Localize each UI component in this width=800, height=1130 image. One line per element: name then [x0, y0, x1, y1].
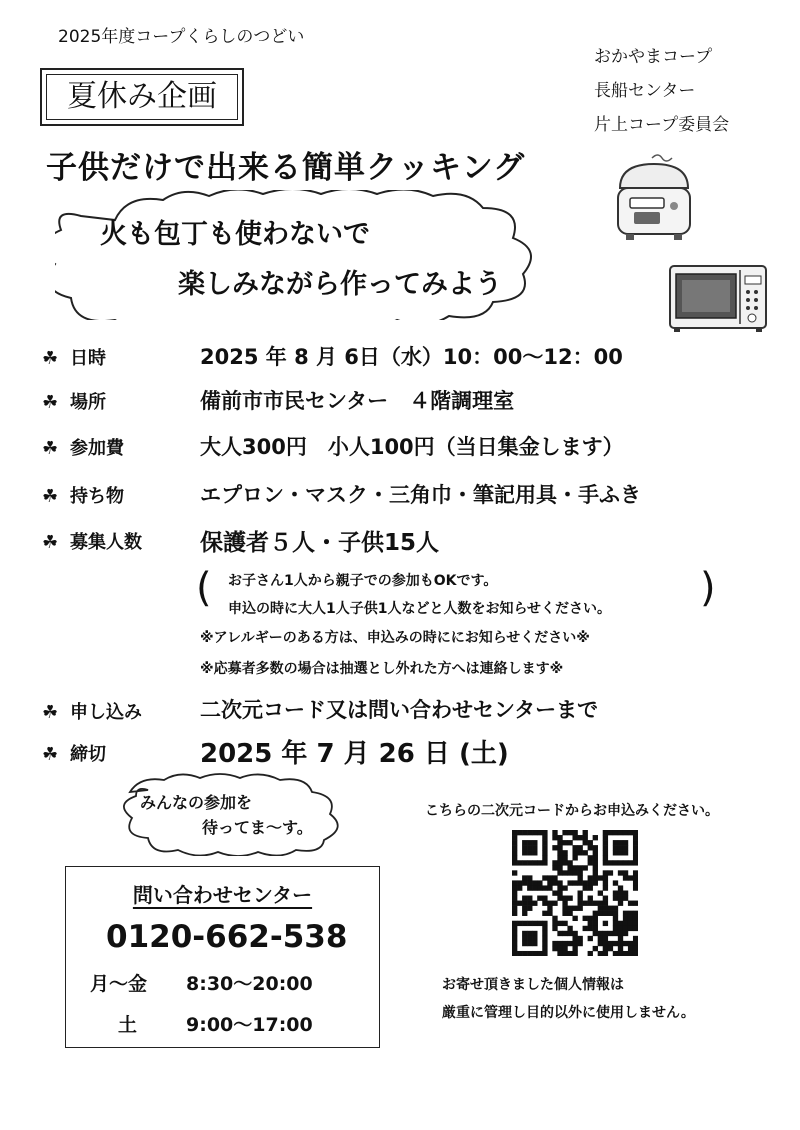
privacy-line-2: 厳重に管理し目的以外に使用しません。 — [442, 1005, 695, 1021]
fiscal-year-heading: 2025年度コープくらしのつどい — [58, 27, 305, 47]
summer-plan-badge — [40, 68, 244, 126]
contact-center-box — [65, 866, 380, 1048]
weekday-label: 月〜金 — [90, 973, 148, 995]
detail-label-items: ☘ 持ち物 — [42, 486, 124, 507]
org-line-2: 長船センター — [594, 81, 696, 101]
contact-title: 問い合わせセンター — [132, 883, 313, 907]
qr-instruction: こちらの二次元コードからお申込みください。 — [425, 803, 719, 819]
weekday-hours: 8:30〜20:00 — [186, 973, 313, 995]
microwave-icon — [668, 264, 768, 334]
apply-label: ☘ 申し込み — [42, 702, 142, 723]
note-line-1: お子さん1人から親子での参加もOKです。 — [228, 573, 498, 589]
detail-value-capacity: 保護者５人・子供15人 — [200, 530, 440, 556]
main-title: 子供だけで出来る簡単クッキング — [46, 150, 526, 186]
summer-plan-text: 夏休み企画 — [46, 74, 238, 120]
cloud-line-1: 火も包丁も使わないで — [100, 219, 370, 250]
org-line-1: おかやまコープ — [594, 47, 713, 67]
saturday-hours: 9:00〜17:00 — [186, 1014, 313, 1036]
note-lottery: ※応募者多数の場合は抽選とし外れた方へは連絡します※ — [200, 661, 564, 677]
detail-value-fee: 大人300円 小人100円（当日集金します） — [200, 435, 624, 459]
detail-value-place: 備前市市民センター ４階調理室 — [200, 389, 515, 413]
note-line-2: 申込の時に大人1人子供1人などと人数をお知らせください。 — [228, 601, 612, 617]
org-line-3: 片上コープ委員会 — [594, 115, 730, 135]
speech-cloud-small — [100, 772, 360, 856]
notes-paren-left: ( — [196, 565, 212, 611]
rice-cooker-icon — [612, 150, 694, 250]
privacy-line-1: お寄せ頂きました個人情報は — [442, 977, 624, 993]
small-cloud-line-2: 待ってま〜す。 — [202, 818, 313, 837]
qr-code-icon[interactable] — [512, 830, 638, 956]
detail-label-capacity: ☘ 募集人数 — [42, 532, 142, 553]
detail-value-items: エプロン・マスク・三角巾・筆記用具・手ふき — [200, 483, 641, 507]
saturday-label: 土 — [118, 1014, 138, 1036]
detail-label-place: ☘ 場所 — [42, 392, 106, 413]
deadline-label: ☘ 締切 — [42, 744, 106, 765]
detail-value-date: 2025 年 8 月 6日（水）10：00〜12：00 — [200, 345, 623, 369]
small-cloud-line-1: みんなの参加を — [140, 793, 253, 812]
detail-label-fee: ☘ 参加費 — [42, 438, 124, 459]
deadline-value: 2025 年 7 月 26 日 (土) — [200, 739, 509, 769]
notes-paren-right: ) — [700, 565, 716, 611]
detail-label-date: ☘ 日時 — [42, 348, 106, 369]
apply-value: 二次元コード又は問い合わせセンターまで — [200, 698, 599, 722]
cloud-line-2: 楽しみながら作ってみよう — [178, 269, 502, 300]
note-allergy: ※アレルギーのある方は、申込みの時ににお知らせください※ — [200, 630, 590, 646]
contact-phone: 0120-662-538 — [106, 919, 348, 955]
